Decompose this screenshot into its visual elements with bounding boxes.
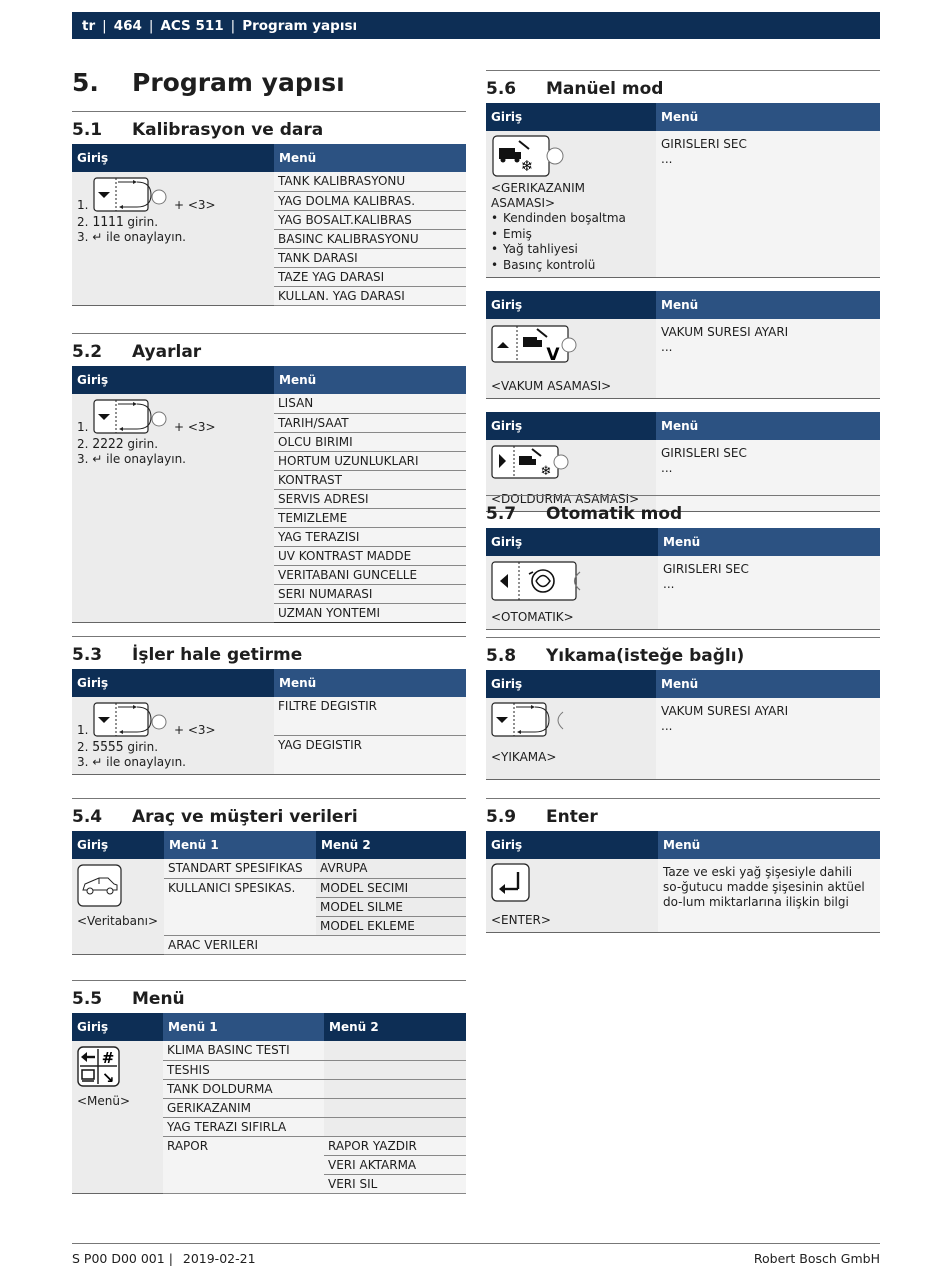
list-item: • Kendinden boşaltma [491,211,651,227]
svg-text:↘: ↘ [101,1069,115,1087]
table-5-3: Giriş Menü 1. + <3> 2. 5555 girin. 3. ↵ ile onaylayın. FILTRE DEGISTIR YAG DEGISTIR [72,669,466,775]
svg-text:❄: ❄ [520,157,534,175]
menu2-item[interactable]: MODEL SECIMI [316,878,466,897]
menu1-item[interactable]: KULLANICI SPESIKAS. [164,878,316,935]
menu-item[interactable]: YAG TERAZISI [274,527,466,546]
entry-cell: <ENTER> [486,859,658,933]
menu-cell: VAKUM SURESI AYARI ... [656,698,880,779]
menu-item[interactable]: TEMIZLEME [274,508,466,527]
menu2-item[interactable]: MODEL SILME [316,897,466,916]
section-5-9 [486,798,880,933]
section-title: 5.1 Kalibrasyon ve dara [72,120,324,140]
table-5-5: Giriş Menü 1 Menü 2 # ↘ <Menü> KLIMA BASINC TESTI TESHIS TANK DOLDURMA GERIKAZANIM YAG TERAZI SIFIRLA RAPOR RAPOR YAZDIR VERI AKTARMA VERI SIL [72,1013,466,1194]
section-5-4 [72,798,466,955]
section-title: 5.8 Yıkama(isteğe bağlı) [486,646,745,666]
menu-item[interactable]: TANK DARASI [274,248,466,267]
section-title: 5.7 Otomatik mod [486,504,683,524]
section-title: 5.5 Menü [72,989,185,1009]
svg-text:#: # [101,1049,115,1067]
footer-date: 2019-02-21 [182,1251,256,1266]
menu-item[interactable]: TARIH/SAAT [274,413,466,432]
automatic-icon [491,560,587,602]
menu-cell: GIRISLERI SEC ... [656,131,880,278]
header-lang: tr [82,17,96,34]
header-product: ACS 511 [160,17,224,34]
header-page: 464 [113,17,142,34]
menu-item[interactable]: FILTRE DEGISTIR [274,697,466,736]
menu-item[interactable]: YAG BOSALT.KALIBRAS [274,210,466,229]
flush-icon [491,702,567,738]
vacuum-icon [491,323,577,365]
down-arrow-key-icon [93,399,169,435]
table-5-2: Giriş Menü 1. + <3> 2. 2222 girin. 3. ↵ ile onaylayın. LISAN TARIH/SAAT OLCU BIRIMI HORTUM UZUNLUKLARI KONTRAST SERVIS ADRESI TEMIZLEME YAG TERAZISI UV KONTRAST MADDE VERITABANI GUNCELLE SERI NUMARASI UZMAN YONTEMI [72,366,466,623]
menu-item[interactable]: GIRISLERI SEC [663,562,749,576]
entry-cell: 1. + <3> 2. 2222 girin. 3. ↵ ile onaylayın. [72,394,274,622]
header-section: Program yapısı [242,17,358,34]
menu-item[interactable]: VAKUM SURESI AYARI [661,325,789,339]
table-5-6-vacuum: Giriş Menü V <VAKUM ASAMASI> VAKUM SURESI AYARI ... [486,291,880,399]
entry-cell: 1. + <3> 2. 5555 girin. 3. ↵ ile onaylayın. [72,697,274,775]
menu2-item[interactable]: RAPOR YAZDIR [324,1136,466,1155]
menu-item[interactable]: TANK KALIBRASYONU [274,172,466,191]
menu-cell [658,859,880,933]
list-item: • Yağ tahliyesi [491,242,651,258]
menu1-item[interactable]: RAPOR [163,1136,324,1193]
table-5-8: Giriş Menü <YIKAMA> VAKUM SURESI AYARI ... [486,670,880,780]
entry-cell: ❄ <GERIKAZANIM ASAMASI> • Kendinden boşaltma • Emiş • Yağ tahliyesi • Basınç kontrolü [486,131,656,278]
menu-item[interactable]: TAZE YAG DARASI [274,267,466,286]
section-title: 5.4 Araç ve müşteri verileri [72,807,358,827]
enter-key-icon: ↵ [92,755,103,769]
menu2-item[interactable]: AVRUPA [316,859,466,878]
menu-key-icon [77,1046,121,1088]
menu1-item[interactable]: GERIKAZANIM [163,1098,324,1117]
filling-icon [491,444,569,480]
menu2-empty [324,1117,466,1136]
footer-rule [72,1243,880,1244]
menu1-item[interactable]: ARAC VERILERI [164,935,316,954]
menu1-item[interactable]: TANK DOLDURMA [163,1079,324,1098]
section-5-6 [486,70,880,512]
down-arrow-key-icon [93,702,169,738]
menu2-empty [316,935,466,954]
svg-text:❄: ❄ [540,464,552,479]
menu-item[interactable]: GIRISLERI SEC [661,446,747,460]
menu-item[interactable]: UZMAN YONTEMI [274,603,466,622]
entry-cell: ❄ <DOLDURMA ASAMASI> [486,440,656,512]
menu-item[interactable]: VAKUM SURESI AYARI [661,704,789,718]
menu1-item[interactable]: TESHIS [163,1060,324,1079]
list-item: • Emiş [491,227,651,243]
down-arrow-key-icon [93,177,169,213]
table-5-6-recovery: Giriş Menü ❄ <GERIKAZANIM ASAMASI> • Kendinden boşaltma • Emiş • Yağ tahliyesi • Basınç kontrolü GIRISLERI SEC ... [486,103,880,278]
entry-cell: <Veritabanı> [72,859,164,954]
section-5-1 [72,111,466,306]
section-title: 5.9 Enter [486,807,598,827]
section-5-5 [72,980,466,1194]
menu2-empty [324,1098,466,1117]
entry-cell: <OTOMATIK> [486,556,658,630]
menu2-empty [324,1079,466,1098]
enter-button-icon [491,863,531,903]
section-5-8 [486,637,880,780]
menu1-item[interactable]: KLIMA BASINC TESTI [163,1041,324,1060]
list-item: • Basınç kontrolü [491,258,651,274]
footer-left: S P00 D00 001 | 2019-02-21 [72,1251,256,1266]
menu-item[interactable]: LISAN [274,394,466,413]
enter-key-icon: ↵ [92,230,103,244]
enter-key-icon: ↵ [92,452,103,466]
footer-company: Robert Bosch GmbH [753,1251,880,1266]
page-header: tr | 464 | ACS 511 | Program yapısı [72,12,880,39]
entry-cell: V <VAKUM ASAMASI> [486,319,656,399]
recovery-steps-list [491,211,651,273]
section-5-7 [486,495,880,630]
entry-cell: <YIKAMA> [486,698,656,779]
menu-item[interactable]: BASINC KALIBRASYONU [274,229,466,248]
car-icon [77,864,123,908]
menu2-item[interactable]: VERI SIL [324,1174,466,1193]
table-5-6-filling: Giriş Menü ❄ <DOLDURMA ASAMASI> GIRISLERI SEC ... [486,412,880,512]
menu1-item[interactable]: STANDART SPESIFIKAS [164,859,316,878]
svg-text:V: V [546,345,560,365]
section-title: 5.3 İşler hale getirme [72,645,303,665]
menu2-item[interactable]: VERI AKTARMA [324,1155,466,1174]
menu-item[interactable]: YAG DEGISTIR [274,736,466,775]
menu-item[interactable]: YAG DOLMA KALIBRAS. [274,191,466,210]
section-5-2 [72,333,466,623]
section-5-3 [72,636,466,775]
menu-item[interactable]: GIRISLERI SEC [661,137,747,151]
menu-item[interactable]: KULLAN. YAG DARASI [274,286,466,305]
menu2-item[interactable]: MODEL EKLEME [316,916,466,935]
menu-item[interactable]: VERITABANI GUNCELLE [274,565,466,584]
table-5-7: Giriş Menü <OTOMATIK> GIRISLERI SEC ... [486,528,880,630]
recovery-icon [491,135,567,177]
chapter-title: 5. Program yapısı [72,68,345,97]
table-5-1: Giriş Menü 1. + <3> 2. 1111 girin. 3. ↵ ile onaylayın. TANK KALIBRASYONU YAG DOLMA KALIBRAS. YAG BOSALT.KALIBRAS BASINC KALIBRASYONU TANK DARASI TAZE YAG DARASI KULLAN. YAG DARASI [72,144,466,306]
menu-item[interactable]: SERI NUMARASI [274,584,466,603]
section-title: 5.2 Ayarlar [72,342,202,362]
footer-doc: S P00 D00 001 [72,1251,165,1266]
menu2-empty [324,1060,466,1079]
menu2-empty [324,1041,466,1060]
table-5-9: Giriş Menü <ENTER> Taze ve eski yağ şişesiyle dahili so-ğutucu madde şişesinin aktüel do-lum miktarlarına ilişkin bilgi [486,831,880,933]
menu-item[interactable]: OLCU BIRIMI [274,432,466,451]
menu-item[interactable]: SERVIS ADRESI [274,489,466,508]
section-title: 5.6 Manüel mod [486,79,664,99]
entry-cell: # ↘ <Menü> [72,1041,163,1193]
menu-item[interactable]: UV KONTRAST MADDE [274,546,466,565]
menu1-item[interactable]: YAG TERAZI SIFIRLA [163,1117,324,1136]
entry-cell: 1. + <3> 2. 1111 girin. 3. ↵ ile onaylayın. [72,172,274,305]
menu-cell: VAKUM SURESI AYARI ... [656,319,880,399]
menu-item[interactable]: KONTRAST [274,470,466,489]
enter-description: Taze ve eski yağ şişesiyle dahili so-ğutucu madde şişesinin aktüel do-lum miktarlarına ilişkin bilgi [663,865,865,909]
menu-cell: GIRISLERI SEC ... [658,556,880,630]
menu-item[interactable]: HORTUM UZUNLUKLARI [274,451,466,470]
menu-cell: GIRISLERI SEC ... [656,440,880,512]
table-5-4: Giriş Menü 1 Menü 2 <Veritabanı> STANDART SPESIFIKAS AVRUPA KULLANICI SPESIKAS. MODEL SECIMI MODEL SILME MODEL EKLEME ARAC VERILERI [72,831,466,955]
